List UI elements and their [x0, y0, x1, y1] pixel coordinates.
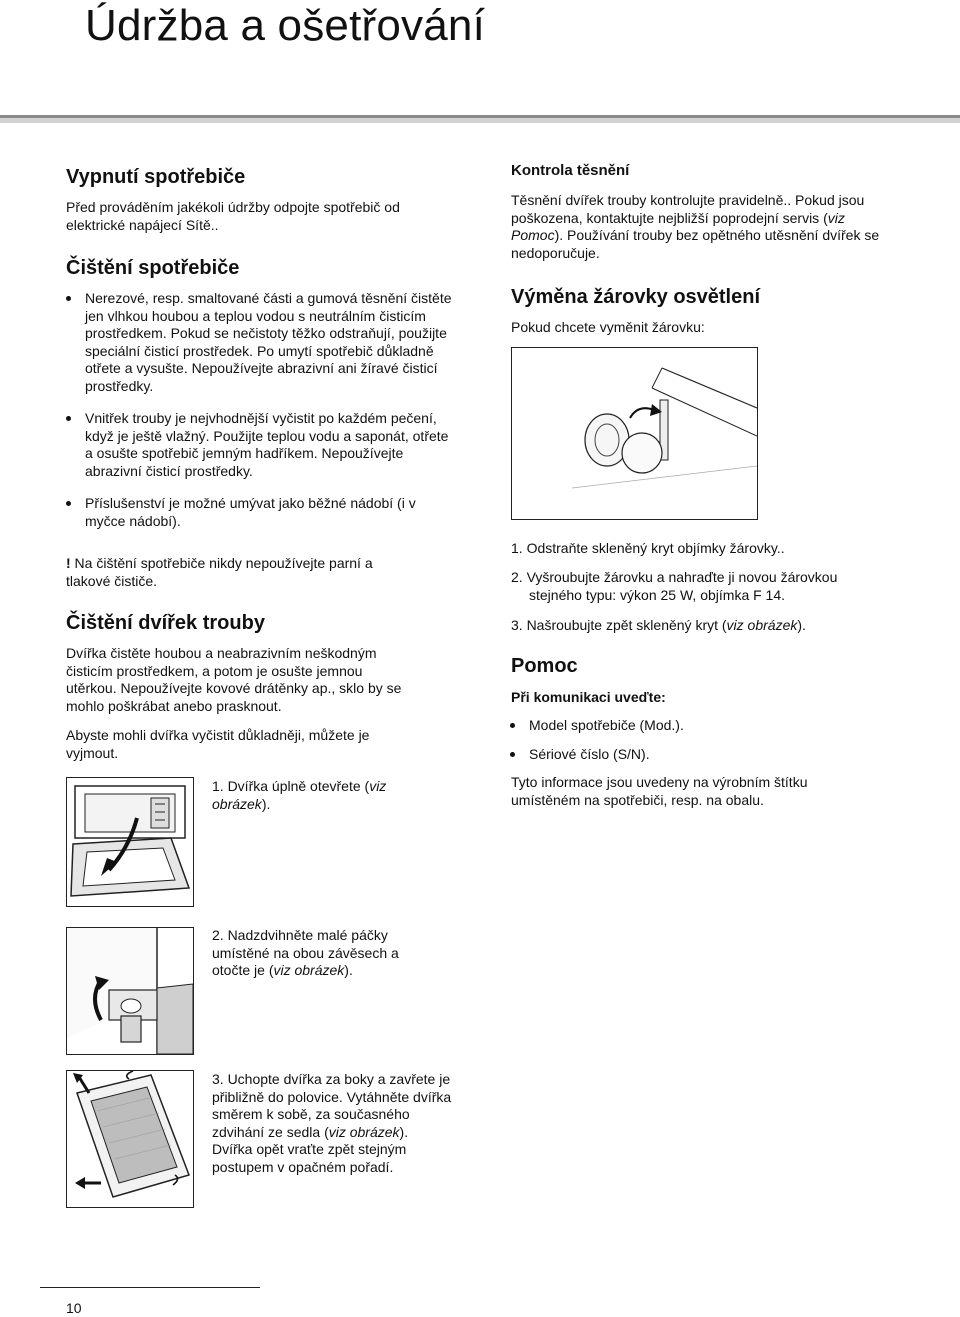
- door-cleaning-text: Dvířka čistěte houbou a neabrazivním neškodným čisticím prostředkem, a potom je osušte jemnou utěrkou. Nepoužívejte kovové drátěnky ap., sklo by se mohlo poškrábat anebo prasknout.: [66, 645, 402, 714]
- bulb-step-3-text: 3. Našroubujte zpět skleněný kryt (: [511, 617, 727, 633]
- seal-check-text-end: ). Používání trouby bez opětného utěsnění dvířek se nedoporučuje.: [511, 227, 880, 261]
- seal-check-text-main: Těsnění dvířek trouby kontrolujte pravidelně.. Pokud jsou poškozena, kontaktujte nejbližší poprodejní servis (: [511, 192, 865, 226]
- bulb-step-2: [511, 569, 911, 604]
- cleaning-bullet-3: Příslušenství je možné umývat jako běžné nádobí (i v myčce nádobí).: [64, 495, 452, 530]
- door-step-1: [212, 778, 422, 813]
- help-item-model: Model spotřebiče (Mod.).: [508, 717, 888, 735]
- door-step-3-end: ). Dvířka opět vraťte zpět stejným postupem v opačném pořadí.: [212, 1123, 409, 1175]
- figure-bulb: [511, 347, 758, 520]
- oven-door-open-illustration: [67, 778, 193, 906]
- bulb-step-3-end: ).: [797, 617, 806, 633]
- cleaning-list: [64, 290, 452, 530]
- help-item-serial: Sériové číslo (S/N).: [508, 746, 888, 764]
- door-removal-text: Abyste mohli dvířka vyčistit důkladněji, můžete je vyjmout.: [66, 727, 370, 761]
- help-subheading: Při komunikaci uveďte:: [511, 689, 666, 705]
- footer-rule: [40, 1287, 260, 1288]
- oven-bulb-illustration: [512, 348, 757, 519]
- door-removal-illustration: [67, 1071, 193, 1207]
- door-step-3-text: 3. Uchopte dvířka za boky a zavřete je přibližně do polovice. Vytáhněte dvířka směrem k sobě, za současného zdvihání ze sedla (: [212, 1071, 452, 1140]
- bulb-replacement-heading: Výměna žárovky osvětlení: [511, 286, 761, 308]
- cleaning-bullet-2: Vnitřek trouby je nejvhodnější vyčistit po každém pečení, když je ještě vlažný. Použijte teplou vodu a saponát, otřete a osušte spotřebič jemným hadříkem. Nepoužívejte abrazivní čisticí prostředky.: [64, 410, 452, 480]
- switch-off-heading: Vypnutí spotřebiče: [66, 166, 246, 188]
- door-step-2-end: ).: [344, 962, 353, 978]
- door-step-2: [212, 927, 432, 980]
- seal-check-text: [511, 192, 886, 262]
- bulb-step-3-ref: viz obrázek: [726, 617, 798, 633]
- door-step-1-end: ).: [261, 795, 271, 812]
- bulb-intro: Pokud chcete vyměnit žárovku:: [511, 319, 705, 335]
- door-step-3: [212, 1071, 452, 1176]
- help-heading: Pomoc: [511, 655, 578, 677]
- door-step-2-text: 2. Nadzdvihněte malé páčky umístěné na obou závěsech a otočte je (: [212, 927, 399, 978]
- cleaning-bullet-1: Nerezové, resp. smaltované části a gumová těsnění čistěte jen vlhkou houbou a teplou vodou s neutrálním čisticím prostředkem. Pokud se nečistoty těžko odstraňují, použijte speciální čisticí prostředek. Po umytí spotřebič důkladně otřete a vysušte. Nepoužívejte abrazivní ani žíravé čisticí prostředky.: [64, 290, 452, 395]
- seal-check-ref: viz Pomoc: [511, 209, 845, 243]
- switch-off-text: Před prováděním jakékoli údržby odpojte spotřebič od elektrické napájecí Sítě..: [66, 199, 400, 233]
- page-number: 10: [66, 1300, 82, 1316]
- door-step-3-ref: viz obrázek: [328, 1123, 400, 1140]
- hinge-lever-illustration: [67, 928, 193, 1054]
- warning-text: Na čištění spotřebiče nikdy nepoužívejte parní a tlakové čističe.: [66, 555, 373, 589]
- help-text: Tyto informace jsou uvedeny na výrobním štítku umístěném na spotřebiči, resp. na obalu.: [511, 774, 808, 808]
- figure-hinge-levers: [66, 927, 194, 1055]
- bulb-step-1: 1. Odstraňte skleněný kryt objímky žárovky..: [511, 540, 785, 556]
- bulb-step-2-line-2: stejného typu: výkon 25 W, objímka F 14.: [529, 586, 786, 603]
- title-rule-shadow: [0, 118, 960, 123]
- bulb-step-2-line-1: 2. Vyšroubujte žárovku a nahraďte ji novou žárovkou: [511, 569, 838, 585]
- door-step-1-text: 1. Dvířka úplně otevřete (: [212, 778, 370, 794]
- help-list: [508, 717, 888, 763]
- seal-check-heading: Kontrola těsnění: [511, 162, 630, 179]
- cleaning-heading: Čištění spotřebiče: [66, 257, 240, 279]
- cleaning-warning: [66, 555, 406, 590]
- door-step-2-ref: viz obrázek: [273, 962, 345, 978]
- door-cleaning-heading: Čištění dvířek trouby: [66, 612, 265, 634]
- page-title: Údržba a ošetřování: [85, 1, 486, 50]
- door-step-1-ref: viz obrázek: [212, 778, 387, 812]
- bulb-step-3: [511, 617, 806, 635]
- figure-door-removal: [66, 1070, 194, 1208]
- figure-door-open: [66, 777, 194, 907]
- warning-mark: !: [66, 555, 71, 571]
